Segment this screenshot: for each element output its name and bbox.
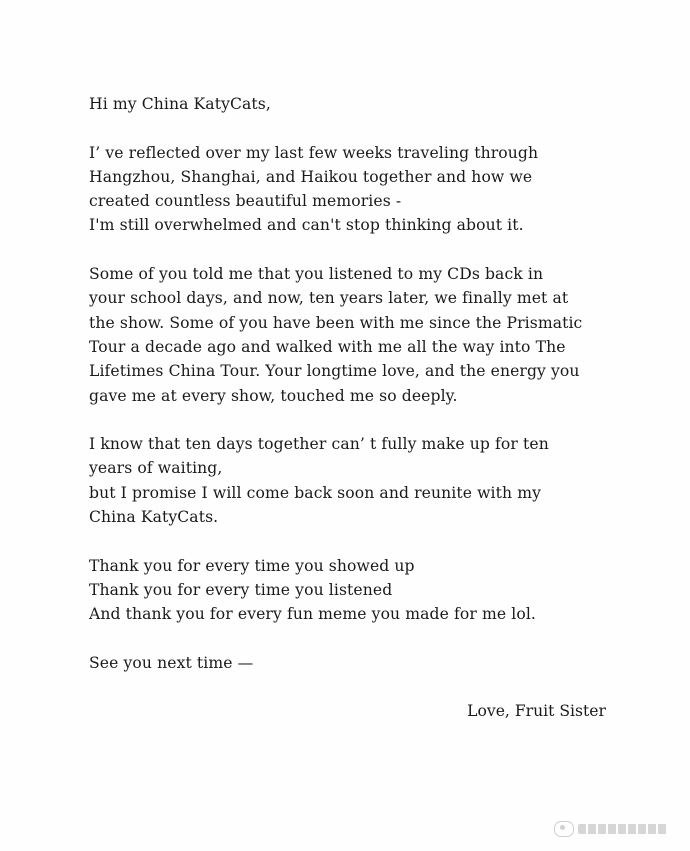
watermark	[554, 821, 668, 837]
paragraph-line: Lifetimes China Tour. Your longtime love, and the energy you	[89, 362, 580, 381]
paragraph-line: I know that ten days together can’ t fully make up for ten	[89, 435, 549, 454]
watermark-logo-icon	[554, 821, 574, 837]
paragraph-line: I'm still overwhelmed and can't stop thinking about it.	[89, 216, 524, 235]
letter-closing: See you next time —	[89, 653, 254, 672]
paragraph-gap	[89, 627, 611, 651]
paragraph-line: the show. Some of you have been with me since the Prismatic	[89, 313, 583, 332]
letter-greeting: Hi my China KatyCats,	[89, 95, 271, 113]
letter-signature: Love, Fruit Sister	[467, 702, 606, 720]
paragraph-gap	[89, 116, 611, 140]
paragraph-1	[89, 141, 611, 238]
watermark-text-mark	[578, 824, 668, 834]
paragraph-line: created countless beautiful memories -	[89, 192, 402, 211]
paragraph-line: years of waiting,	[89, 459, 223, 478]
paragraph-gap	[89, 408, 611, 432]
paragraph-3	[89, 432, 611, 529]
paragraph-gap	[89, 238, 611, 262]
paragraph-line: Some of you told me that you listened to my CDs back in	[89, 265, 544, 284]
paragraph-4	[89, 554, 611, 627]
paragraph-line: gave me at every show, touched me so deeply.	[89, 386, 458, 405]
paragraph-line: your school days, and now, ten years later, we finally met at	[89, 289, 569, 308]
paragraph-line: Hangzhou, Shanghai, and Haikou together and how we	[89, 167, 533, 186]
paragraph-line: China KatyCats.	[89, 508, 219, 527]
paragraph-line: And thank you for every fun meme you made for me lol.	[89, 605, 536, 624]
paragraph-gap	[89, 529, 611, 553]
paragraph-line: Tour a decade ago and walked with me all the way into The	[89, 337, 566, 356]
paragraph-line: I’ ve reflected over my last few weeks traveling through	[89, 143, 539, 162]
paragraph-2	[89, 262, 611, 408]
letter-body	[89, 92, 611, 675]
paragraph-line: but I promise I will come back soon and reunite with my	[89, 483, 542, 502]
paragraph-line: Thank you for every time you listened	[89, 580, 393, 599]
paragraph-line: Thank you for every time you showed up	[89, 556, 415, 575]
